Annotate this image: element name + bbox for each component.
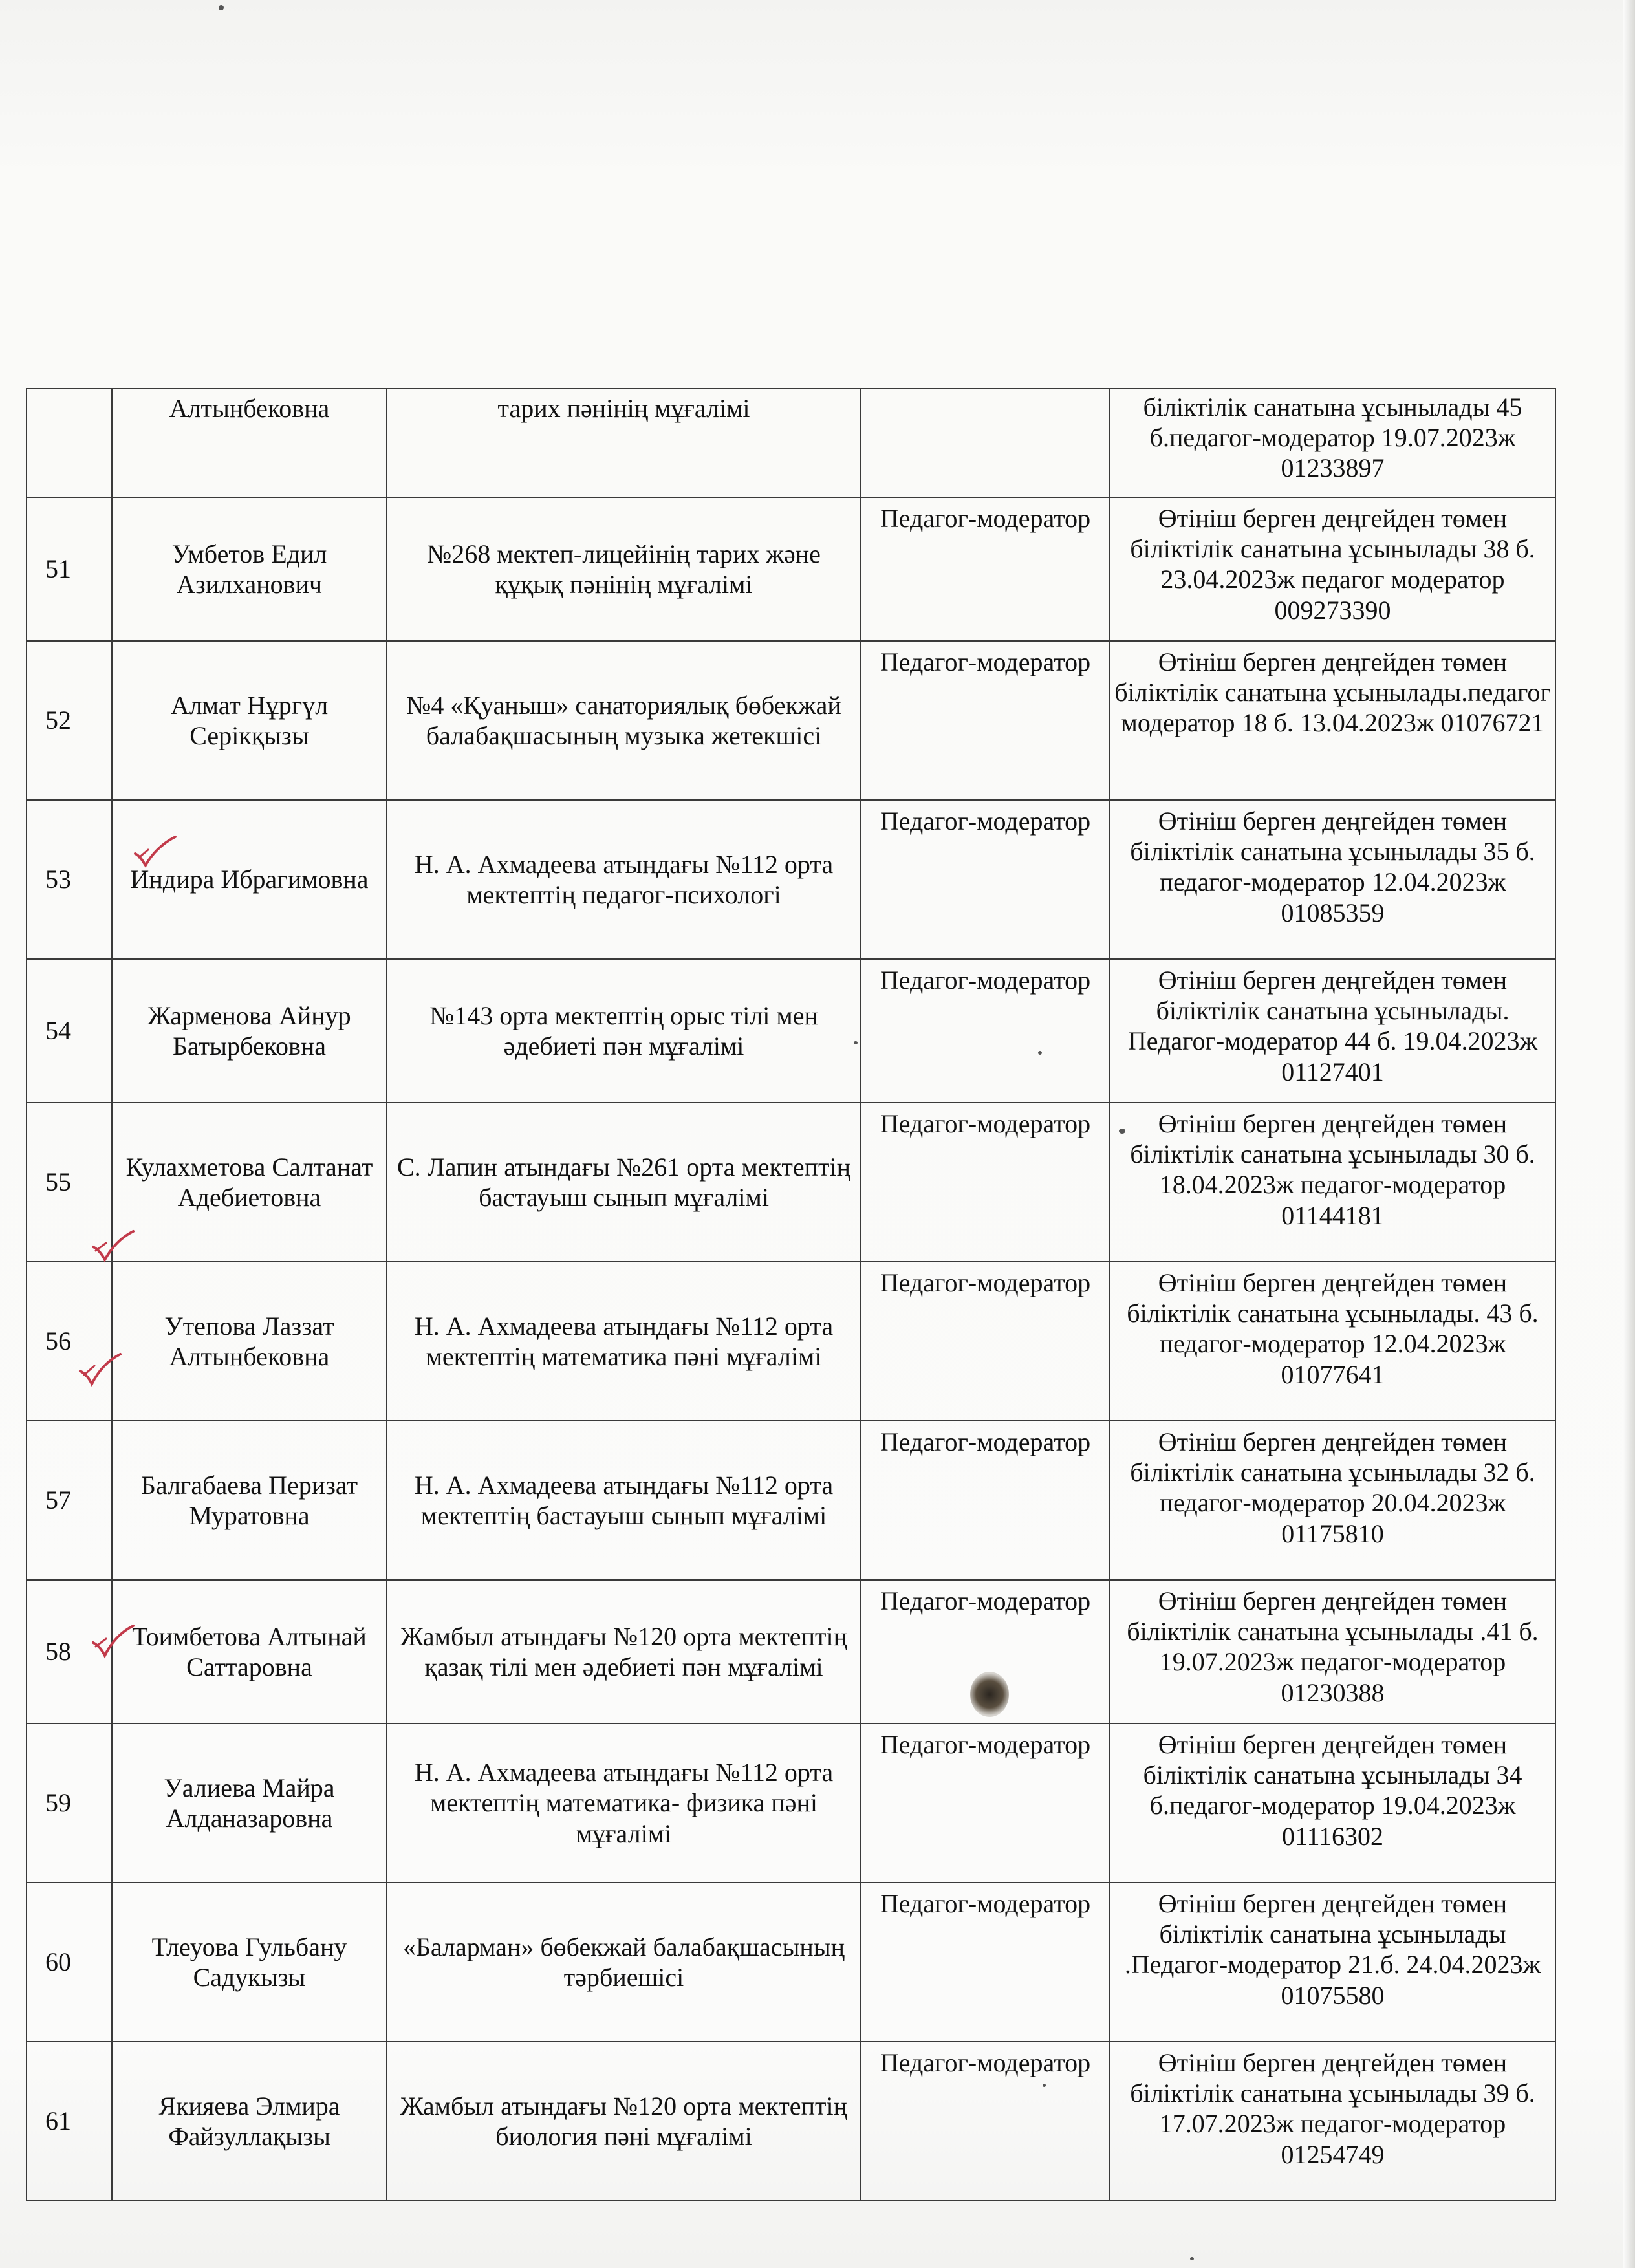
teacher-name: Утепова Лаззат Алтынбековна	[112, 1262, 387, 1421]
page-edge-shadow	[1623, 0, 1635, 2268]
teacher-name: Балгабаева Перизат Муратовна	[112, 1421, 387, 1580]
attestation-result: Өтініш берген деңгейден төмен біліктілік санатына ұсынылады 32 б. педагог-модератор 20.04.2023ж 01175810	[1110, 1421, 1555, 1580]
attestation-result: Өтініш берген деңгейден төмен біліктілік санатына ұсынылады .41 б. 19.07.2023ж педагог-модератор 01230388	[1110, 1580, 1555, 1723]
teacher-name: Тлеуова Гульбану Садукызы	[112, 1883, 387, 2042]
teacher-attestation-table	[26, 388, 1556, 2201]
teacher-position: №143 орта мектептің орыс тілі мен әдебиеті пән мұғалімі	[387, 959, 861, 1103]
teacher-name: Тоимбетова Алтынай Саттаровна	[112, 1580, 387, 1723]
requested-category: Педагог-модератор	[861, 800, 1110, 959]
table-row	[27, 2042, 1555, 2201]
dust-speck	[1190, 2257, 1194, 2260]
row-number: 52	[27, 641, 112, 800]
attestation-result: Өтініш берген деңгейден төмен біліктілік санатына ұсынылады. 43 б. педагог-модератор 12.04.2023ж 01077641	[1110, 1262, 1555, 1421]
attestation-result: Өтініш берген деңгейден төмен біліктілік санатына ұсынылады 38 б. 23.04.2023ж педагог модератор 009273390	[1110, 497, 1555, 641]
attestation-result: Өтініш берген деңгейден төмен біліктілік санатына ұсынылады.педагог модератор 18 б. 13.04.2023ж 01076721	[1110, 641, 1555, 800]
requested-category: Педагог-модератор	[861, 1723, 1110, 1883]
row-number: 55	[27, 1103, 112, 1262]
row-number: 57	[27, 1421, 112, 1580]
teacher-position: Н. А. Ахмадеева атындағы №112 орта мектептің бастауыш сынып мұғалімі	[387, 1421, 861, 1580]
table-row	[27, 497, 1555, 641]
teacher-position: №268 мектеп-лицейінің тарих және құқық пәнінің мұғалімі	[387, 497, 861, 641]
dust-speck	[854, 1041, 858, 1044]
teacher-position: С. Лапин атындағы №261 орта мектептің бастауыш сынып мұғалімі	[387, 1103, 861, 1262]
table-row	[27, 1421, 1555, 1580]
teacher-name: Якияева Элмира Файзуллақызы	[112, 2042, 387, 2201]
row-number: 60	[27, 1883, 112, 2042]
ink-stain	[970, 1672, 1009, 1717]
teacher-position: Жамбыл атындағы №120 орта мектептің қазақ тілі мен әдебиеті пән мұғалімі	[387, 1580, 861, 1723]
row-number: 53	[27, 800, 112, 959]
table-row	[27, 1883, 1555, 2042]
table-row	[27, 959, 1555, 1103]
teacher-position: Н. А. Ахмадеева атындағы №112 орта мектептің педагог-психологі	[387, 800, 861, 959]
check-mark-icon	[78, 1352, 123, 1390]
row-number: 54	[27, 959, 112, 1103]
teacher-name: Уалиева Майра Алданазаровна	[112, 1723, 387, 1883]
requested-category: Педагог-модератор	[861, 1103, 1110, 1262]
requested-category: Педагог-модератор	[861, 1883, 1110, 2042]
requested-category: Педагог-модератор	[861, 1421, 1110, 1580]
teacher-name: Алмат Нұргүл Серікқызы	[112, 641, 387, 800]
row-number: 56	[27, 1262, 112, 1421]
table-row	[27, 389, 1555, 497]
row-number: 59	[27, 1723, 112, 1883]
table-row	[27, 1723, 1555, 1883]
table-row	[27, 1103, 1555, 1262]
dust-speck	[1119, 1129, 1125, 1134]
teacher-position: Н. А. Ахмадеева атындағы №112 орта мектептің математика пәні мұғалімі	[387, 1262, 861, 1421]
row-number: 58	[27, 1580, 112, 1723]
table-row	[27, 1580, 1555, 1723]
teacher-name: Умбетов Едил Азилханович	[112, 497, 387, 641]
attestation-result: Өтініш берген деңгейден төмен біліктілік санатына ұсынылады 35 б. педагог-модератор 12.04.2023ж 01085359	[1110, 800, 1555, 959]
teacher-position: тарих пәнінің мұғалімі	[387, 389, 861, 497]
teacher-name: Жарменова Айнур Батырбековна	[112, 959, 387, 1103]
requested-category: Педагог-модератор	[861, 959, 1110, 1103]
check-mark-icon	[91, 1229, 136, 1268]
attestation-result: Өтініш берген деңгейден төмен біліктілік санатына ұсынылады. Педагог-модератор 44 б. 19.04.2023ж 01127401	[1110, 959, 1555, 1103]
requested-category	[861, 389, 1110, 497]
teacher-position: Жамбыл атындағы №120 орта мектептің биология пәні мұғалімі	[387, 2042, 861, 2201]
teacher-name: Кулахметова Салтанат Адебиетовна	[112, 1103, 387, 1262]
attestation-result: Өтініш берген деңгейден төмен біліктілік санатына ұсынылады .Педагог-модератор 21.б. 24.04.2023ж 01075580	[1110, 1883, 1555, 2042]
table-row	[27, 1262, 1555, 1421]
teacher-position: «Баларман» бөбекжай балабақшасының тәрбиешісі	[387, 1883, 861, 2042]
check-mark-icon	[91, 1623, 136, 1662]
attestation-result: Өтініш берген деңгейден төмен біліктілік санатына ұсынылады 30 б. 18.04.2023ж педагог-модератор 01144181	[1110, 1103, 1555, 1262]
attestation-result: Өтініш берген деңгейден төмен біліктілік санатына ұсынылады 34 б.педагог-модератор 19.04.2023ж 01116302	[1110, 1723, 1555, 1883]
check-mark-icon	[133, 834, 178, 873]
table-row	[27, 641, 1555, 800]
teacher-position: Н. А. Ахмадеева атындағы №112 орта мектептің математика- физика пәні мұғалімі	[387, 1723, 861, 1883]
dust-speck	[1043, 2084, 1046, 2087]
teacher-name: Индира Ибрагимовна	[112, 800, 387, 959]
teacher-position: №4 «Қуаныш» санаториялық бөбекжай балабақшасының музыка жетекшісі	[387, 641, 861, 800]
row-number: 51	[27, 497, 112, 641]
table-row	[27, 800, 1555, 959]
dust-speck	[1038, 1051, 1042, 1055]
attestation-result: біліктілік санатына ұсынылады 45 б.педагог-модератор 19.07.2023ж 01233897	[1110, 389, 1555, 497]
requested-category: Педагог-модератор	[861, 497, 1110, 641]
dust-speck	[219, 5, 224, 10]
attestation-result: Өтініш берген деңгейден төмен біліктілік санатына ұсынылады 39 б. 17.07.2023ж педагог-модератор 01254749	[1110, 2042, 1555, 2201]
requested-category: Педагог-модератор	[861, 1580, 1110, 1723]
teacher-name: Алтынбековна	[112, 389, 387, 497]
requested-category: Педагог-модератор	[861, 2042, 1110, 2201]
row-number	[27, 389, 112, 497]
row-number: 61	[27, 2042, 112, 2201]
requested-category: Педагог-модератор	[861, 1262, 1110, 1421]
requested-category: Педагог-модератор	[861, 641, 1110, 800]
